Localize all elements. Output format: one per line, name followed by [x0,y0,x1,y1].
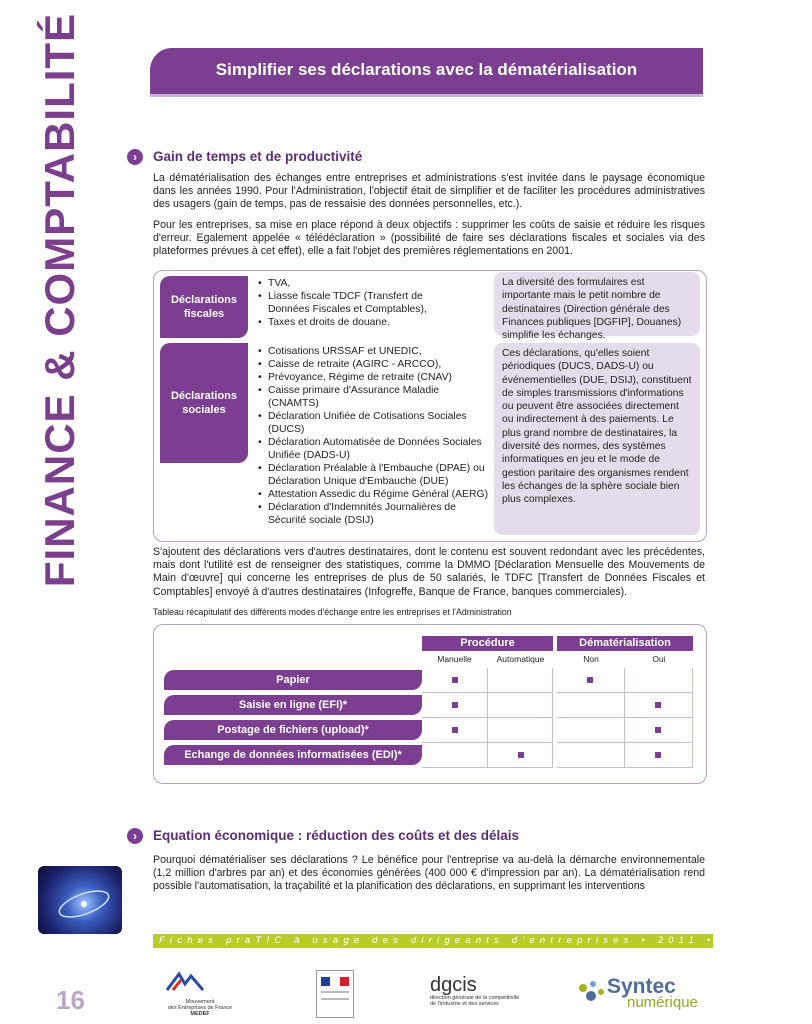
paragraph-other-declarations: S'ajoutent des déclarations vers d'autres destinataires, dont le contenu est souvent redondant avec les précédentes, mais dont l'utilité est de renseigner des statistiques, comme la DMMO [Déclaration Mensuelle des Mouvements de Main d'œuvre] qui concerne les entreprises de plus de 50 salariés, le TDFC [Transfert de Données Fiscales et Comptables] envoyé à d'autres destinataires (Infogreffe, Banque de France, banques commerciales). [153,546,705,598]
disc-icon [38,866,122,934]
syntec-name: Syntec [607,975,676,998]
table-cell [488,743,553,768]
table-row-label: Postage de fichiers (upload)* [164,720,422,740]
list-item: • Déclaration Préalable à l'Embauche (DPAE) ou Déclaration Unique d'Embauche (DUE) [258,462,492,488]
syntec-logo [575,976,715,1012]
table-cell [625,693,693,718]
table-cell [557,743,625,768]
check-square-icon [655,752,661,758]
list-item: • Déclaration Automatisée de Données Sociales Unifiée (DADS-U) [258,436,492,462]
medef-mark-icon [165,970,205,994]
social-label [160,343,248,463]
social-list [258,345,492,527]
table-cell [625,743,693,768]
footer-strip [153,934,812,948]
republic-logo [316,970,354,1018]
table-cell [488,693,553,718]
table-cell [625,668,693,693]
syntec-subname: numérique [627,994,698,1011]
column-header: Automatique [496,654,545,664]
list-item: • Déclaration d'Indemnités Journalières de Sécurité sociale (DSIJ) [258,501,492,527]
fiscal-label-line1: Déclarations [170,294,238,306]
check-square-icon [518,752,524,758]
list-item: • TVA, [258,277,436,290]
social-label-line1: Déclarations [170,390,238,402]
banner-title: Simplifier ses déclarations avec la dématérialisation [215,60,638,79]
table-cell [488,718,553,743]
section1-paragraph-1: La dématérialisation des échanges entre entreprises et administrations s'est invitée dans le paysage économique dans les années 1990. Pour l'Administration, l'objectif était de simplifier et de faciliter les procédures administratives des usagers (gain de temps, pas de ressaisie des données personnelles, etc.). [153,172,705,211]
table-row-label: Saisie en ligne (EFI)* [164,695,422,715]
table-caption: Tableau récapitulatif des différents modes d'échange entre les entreprises et l'Administration [153,607,512,617]
check-square-icon [452,727,458,733]
fiscal-label-line2: fiscales [183,308,225,320]
side-title [0,0,110,588]
chevron-right-icon: › [127,828,143,844]
footer-text: Fiches praTIC à usage des dirigeants d'entreprises • 2011 • Fiche N°6 [159,935,812,946]
page-number: 16 [56,985,85,1015]
table-cell [422,693,488,718]
column-group-dematerialisation: Dématérialisation [557,636,693,651]
table-cell [557,693,625,718]
medef-caption-1: Mouvement [185,999,215,1005]
dgcis-caption-1: direction générale de la compétitivité [430,995,520,1001]
column-group-procedure: Procédure [422,636,553,651]
list-item: • Caisse de retraite (AGIRC - ARCCO), [258,358,492,371]
fiscal-label [160,276,248,338]
check-square-icon [452,702,458,708]
french-flag-icon [321,977,349,986]
column-header: Non [583,654,599,664]
column-header: Oui [652,654,666,664]
section2-heading: Equation économique : réduction des coûts et des délais [153,828,520,843]
table-row-label: Echange de données informatisées (EDI)* [164,745,422,765]
section1-heading: Gain de temps et de productivité [153,149,363,164]
page-banner [150,48,703,94]
social-label-line2: sociales [182,404,226,416]
section2-paragraph: Pourquoi dématérialiser ses déclarations ? Le bénéfice pour l'entreprise va au-delà la démarche environnementale (1,2 million d'arbres par an) et des économies générées (400 000 € d'impression par an). La dématérialisation rend possible l'automatisation, la traçabilité et la planification des déclarations, en supprimant les interventions [153,854,705,893]
table-cell [422,718,488,743]
column-header: Manuelle [437,654,472,664]
decorative-image [38,866,122,934]
check-square-icon [655,702,661,708]
side-title-text: FINANCE & COMPTABILITÉ [36,12,83,588]
list-item: • Cotisations URSSAF et UNEDIC, [258,345,492,358]
dgcis-caption-2: de l'industrie et des services [430,1001,499,1007]
list-item: • Attestation Assedic du Régime Général (AERG) [258,488,492,501]
check-square-icon [587,677,593,683]
dgcis-name: dgcis [430,974,477,996]
fiscal-note: La diversité des formulaires est importante mais le petit nombre de destinataires (Direction générale des Finances publiques [DGFIP], Douanes) simplifie les échanges. [494,272,700,336]
table-cell [625,718,693,743]
section1-paragraph-2: Pour les entreprises, sa mise en place répond à deux objectifs : supprimer les coûts de saisie et réduire les risques d'erreur. Egalement appelée « télédéclaration » (possibilité de faire ses déclarations fiscales et sociales via des plateformes prévues à cet effet), elle a fait l'objet des premières réglementations en 2001. [153,219,705,258]
chevron-right-icon: › [127,149,143,165]
dgcis-logo [430,975,520,1007]
table-cell [557,718,625,743]
table-cell [488,668,553,693]
table-cell [557,668,625,693]
check-square-icon [452,677,458,683]
medef-caption-2: des Entreprises de France [167,1005,233,1011]
check-square-icon [655,727,661,733]
medef-logo [155,970,245,1017]
table-cell [422,743,488,768]
table-row-label: Papier [164,670,422,690]
social-note: Ces déclarations, qu'elles soient périodiques (DUCS, DADS-U) ou événementielles (DUE, DSIJ), constituent de simples transmissions d'informations ou peuvent être associées directement ou indirectement à des paiements. Le plus grand nombre de destinataires, la diversité des normes, des systèmes informatiques en jeu et le mode de gestion paritaire des organismes rendent les échanges de la sphère sociale bien plus complexes. [494,343,700,535]
list-item: • Déclaration Unifiée de Cotisations Sociales (DUCS) [258,410,492,436]
list-item: • Caisse primaire d'Assurance Maladie (CNAMTS) [258,384,492,410]
list-item: • Liasse fiscale TDCF (Transfert de Données Fiscales et Comptables), [258,290,436,316]
syntec-dots-icon [575,978,607,1010]
medef-caption-3: MEDEF [190,1011,210,1017]
list-item: • Prévoyance, Régime de retraite (CNAV) [258,371,492,384]
fiscal-list [258,277,436,329]
list-item: • Taxes et droits de douane. [258,316,436,329]
table-cell [422,668,488,693]
